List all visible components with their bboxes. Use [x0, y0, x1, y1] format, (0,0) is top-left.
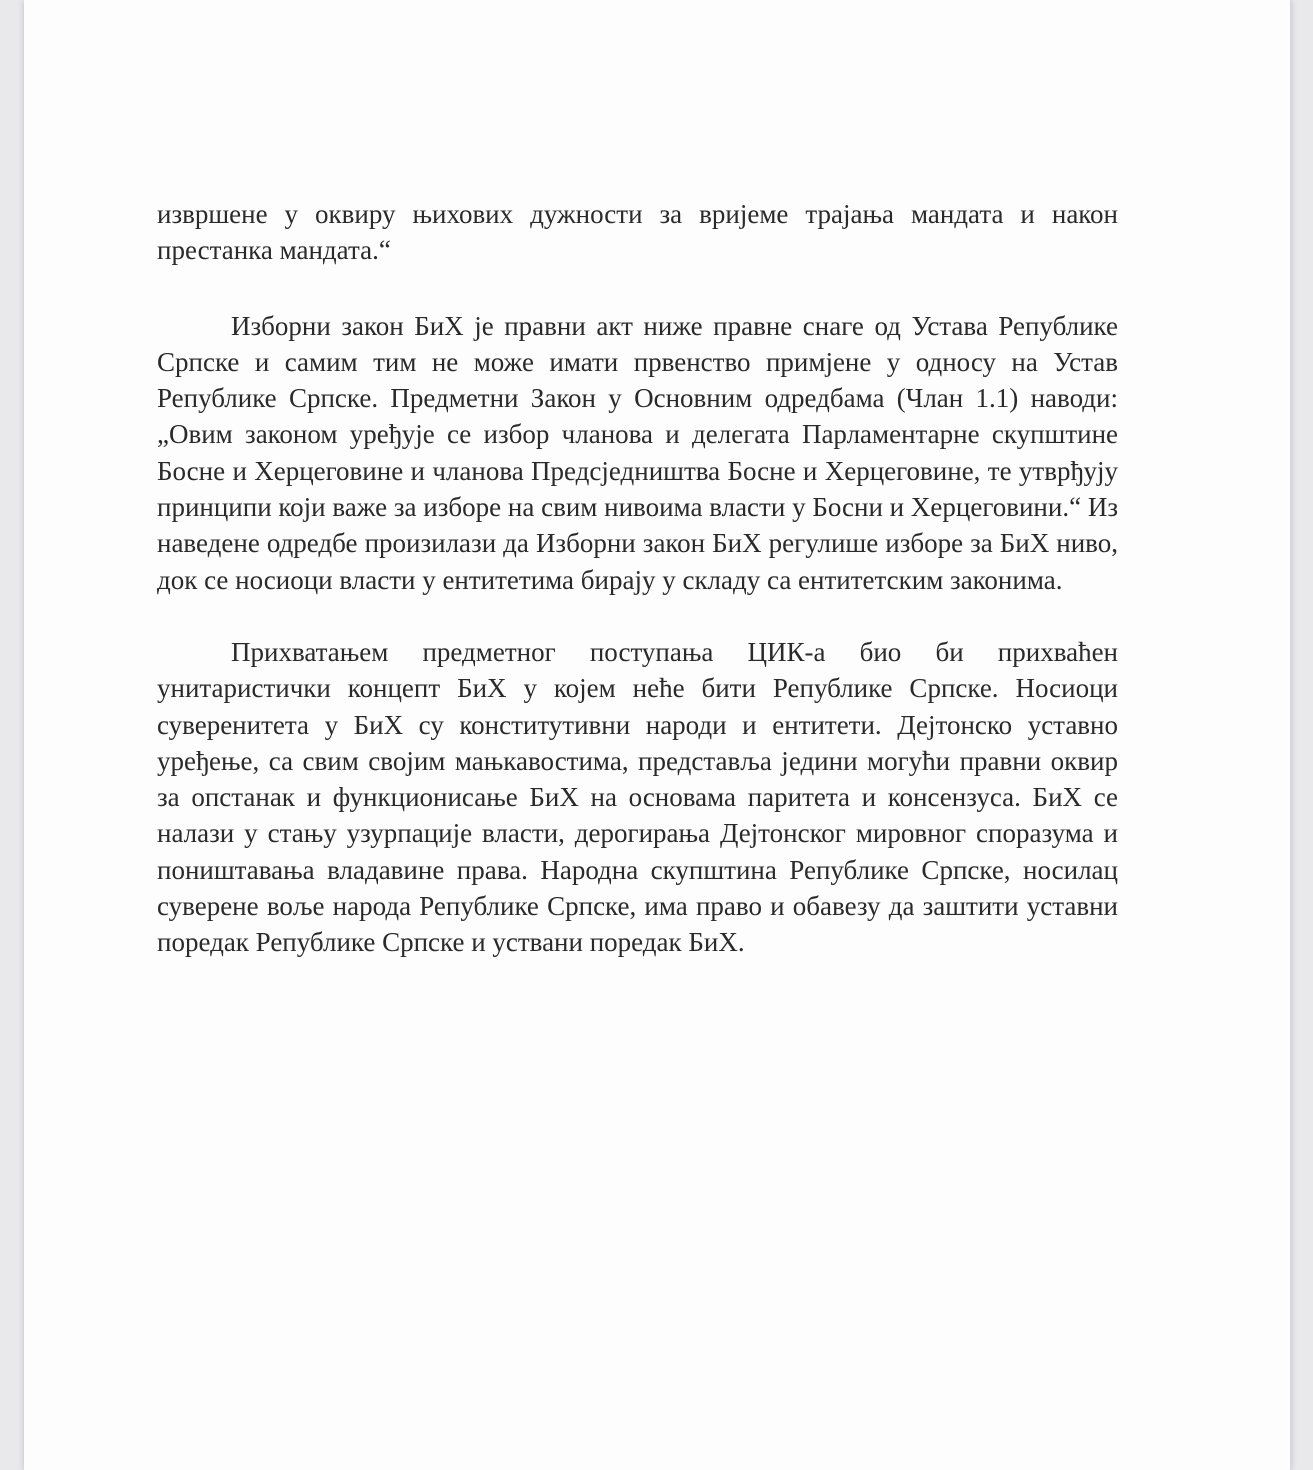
paragraph-continuation: извршене у оквиру њихових дужности за вријеме трајања мандата и након престанка мандата.“ — [157, 199, 1118, 266]
document-page — [24, 0, 1291, 1470]
paragraph-cik-acceptance: Прихватањем предметног поступања ЦИК-а био би прихваћен унитаристички концепт БиХ у којем неће бити Републике Српске. Носиоци суверенитета у БиХ су конститутивни народи и ентитети. Дејтонско уставно уређење, са свим својим мањкавостима, представља једини могући правни оквир за опстанак и функционисање БиХ на основама паритета и консензуса. БиХ се налази у стању узурпације власти, дерогирања Дејтонског мировног споразума и поништавања владавине права. Народна скупштина Републике Српске, носилац суверене воље народа Републике Српске, има право и обавезу да заштити уставни поредак Републике Српске и уствани поредак БиХ. — [157, 636, 1118, 958]
paragraph-electoral-law: Изборни закон БиХ је правни акт ниже правне снаге од Устава Републике Српске и самим тим не може имати првенство примјене у односу на Устав Републике Српске. Предметни Закон у Основним одредбама (Члан 1.1) наводи: „Овим законом уређује се избор чланова и делегата Парламентарне скупштине Босне и Херцеговине и чланова Предсједништва Босне и Херцеговине, те утврђују принципи који важе за изборе на свим нивоима власти у Босни и Херцеговини.“ Из наведене одредбе произилази да Изборни закон БиХ регулише изборе за БиХ ниво, док се носиоци власти у ентитетима бирају у складу са ентитетским законима. — [157, 310, 1118, 595]
document-body — [157, 196, 1118, 997]
